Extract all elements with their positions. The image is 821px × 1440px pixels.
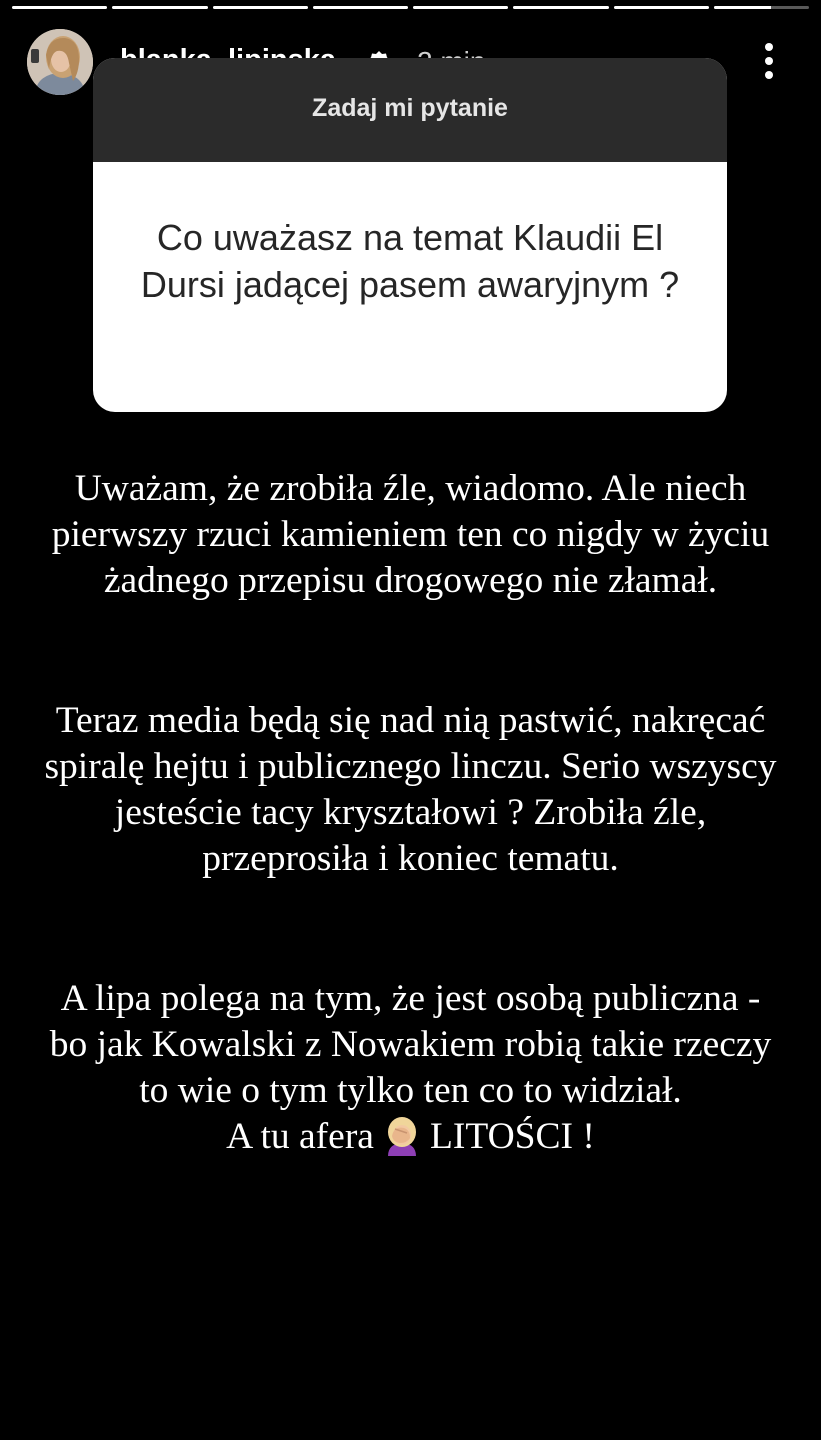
- answer-paragraph-2: Teraz media będą się nad nią pastwić, nakręcać spiralę hejtu i publicznego linczu. Serio wszyscy jesteście tacy kryształowi ? Zrobiła źle, przeprosiła i koniec tematu.: [44, 700, 777, 879]
- progress-segment: [112, 6, 207, 9]
- progress-segment-fill: [112, 6, 207, 9]
- progress-segment-fill: [413, 6, 508, 9]
- progress-segment: [513, 6, 608, 9]
- answer-paragraph-3-text: A lipa polega na tym, że jest osobą publiczna - bo jak Kowalski z Nowakiem robią takie rzeczy to wie o tym tylko ten co to widział.: [49, 978, 772, 1111]
- question-sticker[interactable]: [93, 58, 727, 412]
- progress-segment-fill: [513, 6, 608, 9]
- question-text: Co uważasz na temat Klaudii El Dursi jadącej pasem awaryjnym ?: [140, 217, 680, 305]
- progress-segment-fill: [614, 6, 709, 9]
- progress-segment: [12, 6, 107, 9]
- progress-segment-fill: [714, 6, 771, 9]
- answer-line-after-emoji: LITOŚCI !: [429, 1116, 595, 1157]
- answer-paragraph-3: [40, 976, 781, 1160]
- progress-segment-fill: [313, 6, 408, 9]
- progress-segment: [213, 6, 308, 9]
- progress-segment: [714, 6, 809, 9]
- progress-segment-fill: [12, 6, 107, 9]
- answer-line-before-emoji: A tu afera: [226, 1116, 374, 1157]
- answer-paragraph-1: Uważam, że zrobiła źle, wiadomo. Ale niech pierwszy rzuci kamieniem ten co nigdy w życiu żadnego przepisu drogowego nie złamał.: [51, 468, 770, 601]
- progress-segment: [313, 6, 408, 9]
- progress-segment: [614, 6, 709, 9]
- question-sticker-title: Zadaj mi pytanie: [312, 94, 508, 122]
- progress-segment: [413, 6, 508, 9]
- face-palm-emoji-icon: [380, 1116, 424, 1156]
- question-sticker-header: [93, 58, 727, 162]
- progress-segment-fill: [213, 6, 308, 9]
- avatar[interactable]: [27, 29, 93, 95]
- story-progress-bar: [12, 6, 809, 10]
- more-vertical-icon[interactable]: [756, 40, 782, 84]
